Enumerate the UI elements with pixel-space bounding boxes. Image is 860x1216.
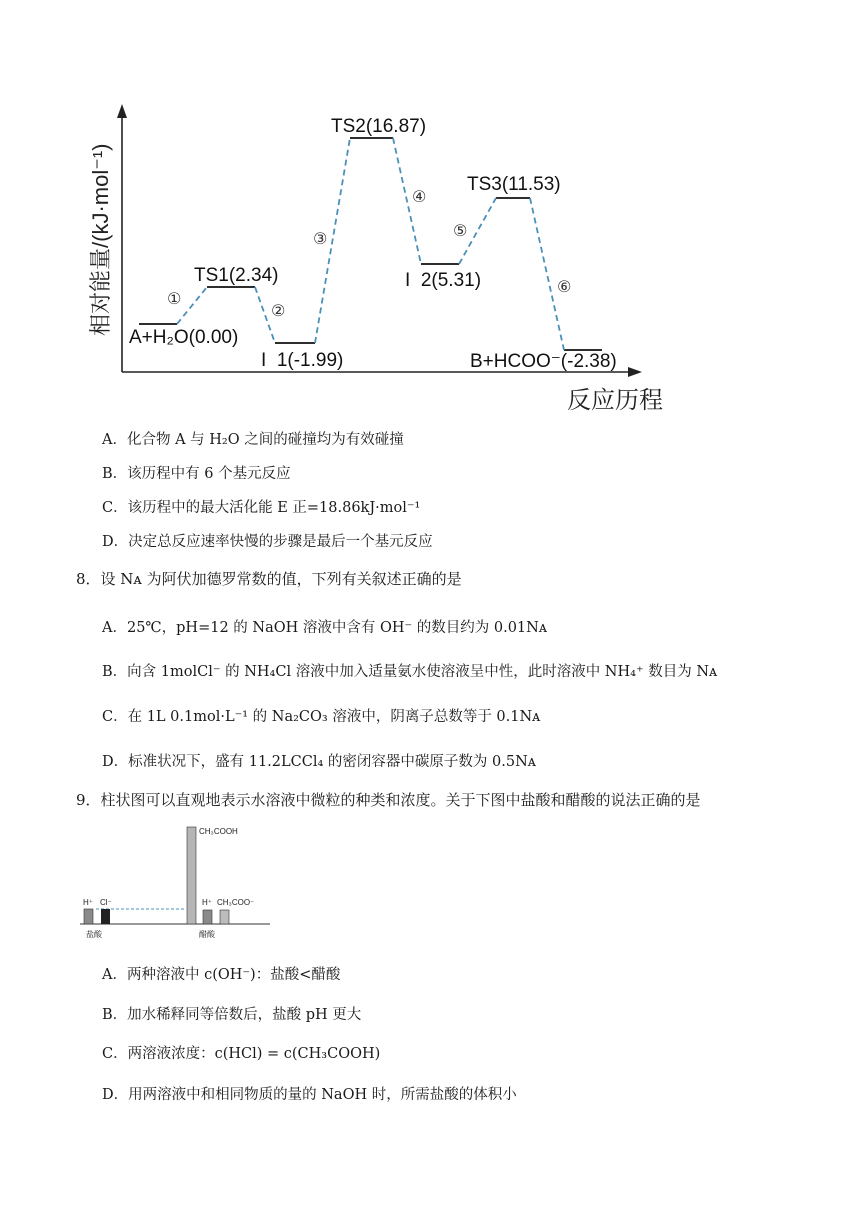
y-axis-arrow	[117, 104, 127, 118]
step-marker-6: ⑥	[557, 279, 572, 296]
group-label-hcl: 盐酸	[86, 930, 102, 938]
step-marker-3: ③	[313, 231, 328, 248]
q9-stem: 9．柱状图可以直观地表示水溶液中微粒的种类和浓度。关于下图中盐酸和醋酸的说法正确的是	[76, 791, 701, 809]
q9-option-d: D．用两溶液中和相同物质的量的 NaOH 时，所需盐酸的体积小	[102, 1087, 517, 1103]
q9-option-b: B．加水稀释同等倍数后，盐酸 pH 更大	[102, 1007, 362, 1023]
q8-option-d: D．标准状况下，盛有 11.2LCCl₄ 的密闭容器中碳原子数为 0.5Nᴀ	[102, 754, 536, 770]
label-i2: I 2(5.31)	[405, 270, 482, 291]
q8-option-b: B．向含 1molCl⁻ 的 NH₄Cl 溶液中加入适量氨水使溶液呈中性，此时溶液中 NH₄⁺ 数目为 Nᴀ	[102, 664, 718, 680]
concentration-bar-chart	[78, 818, 278, 938]
label-ts3: TS3(11.53)	[467, 174, 561, 195]
q7-option-a: A．化合物 A 与 H₂O 之间的碰撞均为有效碰撞	[102, 432, 404, 448]
q8-option-a: A．25℃，pH=12 的 NaOH 溶液中含有 OH⁻ 的数目约为 0.01Nᴀ	[102, 620, 548, 636]
step-marker-5: ⑤	[453, 223, 468, 240]
step-marker-2: ②	[271, 303, 286, 320]
q7-option-c: C．该历程中的最大活化能 E 正=18.86kJ·mol⁻¹	[102, 500, 421, 516]
label-end: B+HCOO⁻(-2.38)	[470, 351, 617, 372]
q9-option-a: A．两种溶液中 c(OH⁻)：盐酸<醋酸	[102, 967, 341, 983]
q9-option-c: C．两溶液浓度：c(HCl) = c(CH₃COOH)	[102, 1046, 381, 1062]
y-axis-label: 相对能量/(kJ·mol⁻¹)	[88, 143, 113, 336]
label-ts1: TS1(2.34)	[194, 265, 279, 286]
energy-profile-diagram	[0, 0, 860, 420]
bar-acetic-h-plus	[203, 910, 212, 924]
bar-ch3coo-minus	[220, 910, 229, 924]
step-marker-1: ①	[167, 291, 182, 308]
bar-label-ch3coo-minus: CH₃COO⁻	[217, 898, 255, 907]
q8-stem: 8．设 Nᴀ 为阿伏加德罗常数的值，下列有关叙述正确的是	[76, 570, 462, 588]
path-step-6	[530, 198, 564, 350]
bar-hcl-cl-minus	[101, 909, 110, 924]
label-ts2: TS2(16.87)	[331, 116, 427, 137]
bar-label-ch3cooh: CH₃COOH	[199, 827, 238, 836]
group-label-acetic: 醋酸	[199, 930, 215, 938]
x-axis-arrow	[628, 367, 642, 377]
x-axis-label: 反应历程	[567, 387, 663, 414]
bar-label-h-plus-1: H⁺	[83, 898, 93, 907]
bar-label-h-plus-2: H⁺	[202, 898, 212, 907]
bar-hcl-h-plus	[84, 909, 93, 924]
bar-label-cl-minus: Cl⁻	[100, 898, 112, 907]
q7-option-b: B．该历程中有 6 个基元反应	[102, 466, 291, 482]
step-marker-4: ④	[412, 189, 427, 206]
path-step-1	[177, 287, 207, 324]
label-start: A+H₂O(0.00)	[129, 327, 239, 348]
q7-option-d: D．决定总反应速率快慢的步骤是最后一个基元反应	[102, 534, 433, 550]
q8-option-c: C．在 1L 0.1mol·L⁻¹ 的 Na₂CO₃ 溶液中，阴离子总数等于 0.1Nᴀ	[102, 709, 541, 725]
label-i1: I 1(-1.99)	[261, 350, 344, 371]
bar-ch3cooh	[187, 827, 196, 924]
